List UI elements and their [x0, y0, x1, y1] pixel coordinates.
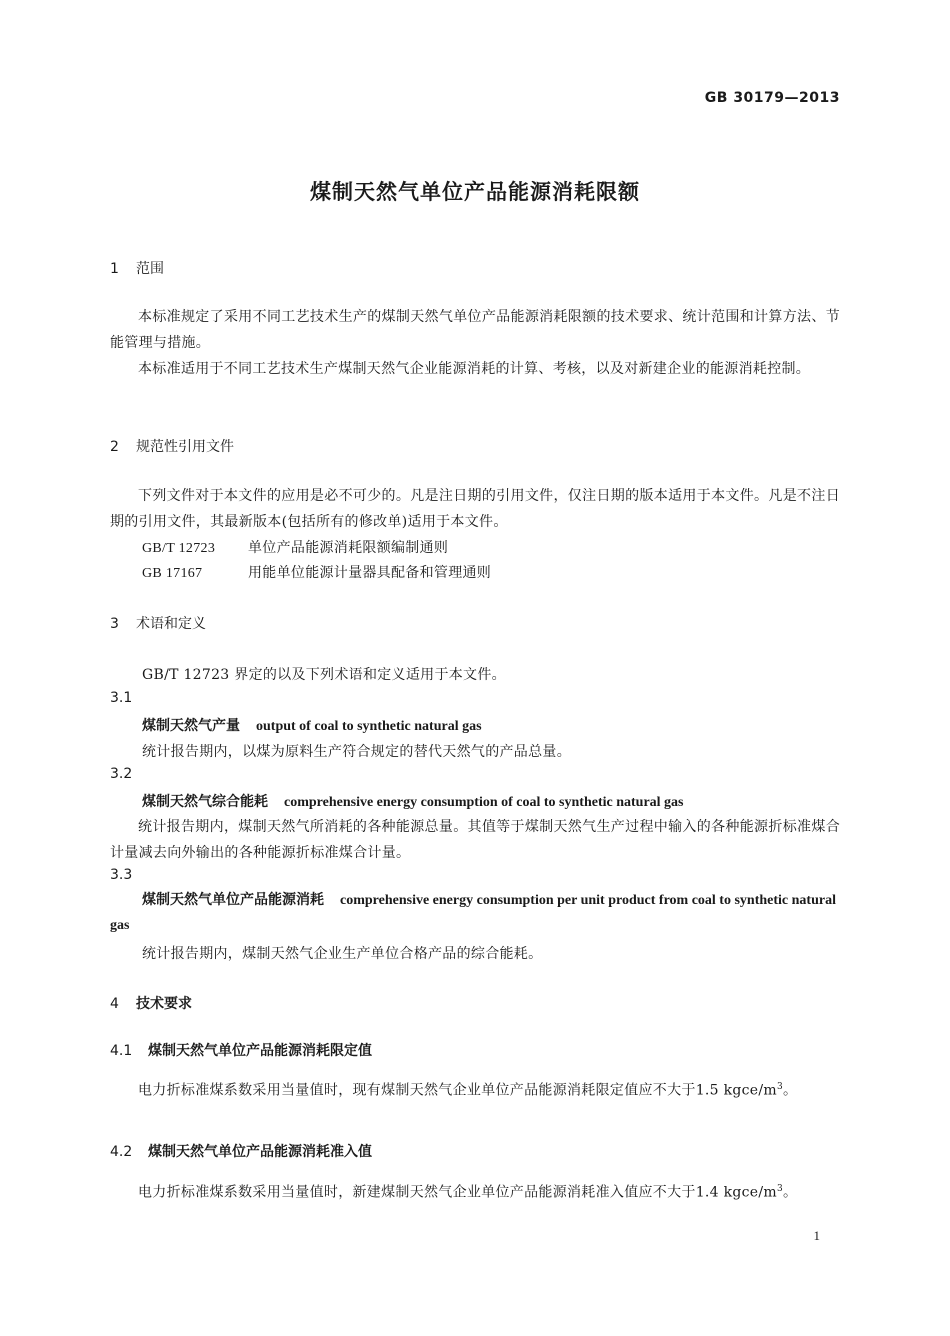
reference-title: 用能单位能源计量器具配备和管理通则: [248, 565, 492, 581]
term-number: 3.1: [110, 690, 133, 706]
term-definition: 统计报告期内，煤制天然气企业生产单位合格产品的综合能耗。: [142, 946, 543, 962]
term-entry: [142, 715, 482, 735]
subsection-title: 煤制天然气单位产品能源消耗准入值: [148, 1144, 372, 1160]
term-zh: 煤制天然气产量: [142, 718, 240, 734]
term-en: comprehensive energy consumption of coal to synthetic natural gas: [284, 795, 684, 810]
term-number: 3.2: [110, 766, 133, 782]
term-en: output of coal to synthetic natural gas: [256, 719, 482, 734]
sentence-end: 。: [783, 1184, 798, 1201]
section-number: 4: [110, 996, 119, 1012]
entry-text: 电力折标准煤系数采用当量值时，新建煤制天然气企业单位产品能源消耗准入值应不大于: [138, 1184, 696, 1201]
section-2-paragraph: 下列文件对于本文件的应用是必不可少的。凡是注日期的引用文件，仅注日期的版本适用于本文件。凡是不注日期的引用文件，其最新版本(包括所有的修改单)适用于本文件。: [110, 488, 840, 530]
subsection-4-1-text: [110, 1074, 840, 1104]
section-number: 2: [110, 439, 119, 455]
section-title: 规范性引用文件: [136, 439, 234, 455]
section-3-heading: [110, 613, 206, 633]
term-zh: 煤制天然气单位产品能源消耗: [142, 892, 324, 908]
term-entry: [142, 791, 684, 811]
term-zh: 煤制天然气综合能耗: [142, 794, 268, 810]
entry-value: 1.4 kgce/m: [695, 1184, 777, 1201]
subsection-title: 煤制天然气单位产品能源消耗限定值: [148, 1043, 372, 1059]
section-number: 1: [110, 261, 119, 277]
reference-code: GB 17167: [142, 566, 203, 581]
section-3-intro: GB/T 12723 界定的以及下列术语和定义适用于本文件。: [142, 667, 506, 683]
term-definition: 统计报告期内，煤制天然气所消耗的各种能源总量。其值等于煤制天然气生产过程中输入的各种能源折标准煤合计量减去向外输出的各种能源折标准煤合计量。: [110, 819, 840, 861]
unit-superscript: 3: [776, 1082, 784, 1092]
reference-code: GB/T 12723: [142, 541, 216, 556]
section-2-heading: [110, 436, 234, 456]
standard-number: GB 30179—2013: [704, 90, 840, 106]
section-title: 技术要求: [136, 996, 192, 1012]
page-number: 1: [813, 1228, 820, 1243]
term-en: comprehensive energy consumption per unit product from coal to synthetic natural gas: [110, 893, 836, 933]
subsection-4-1-heading: [110, 1040, 372, 1060]
section-1-heading: [110, 258, 164, 278]
term-entry: [110, 888, 840, 938]
document-title: 煤制天然气单位产品能源消耗限额: [310, 180, 640, 204]
section-title: 术语和定义: [136, 616, 206, 632]
section-1-paragraph-2: 本标准适用于不同工艺技术生产煤制天然气企业能源消耗的计算、考核，以及对新建企业的能源消耗控制。: [138, 361, 811, 377]
normative-reference: [142, 562, 491, 582]
section-number: 3: [110, 616, 119, 632]
unit-superscript: 3: [776, 1184, 784, 1194]
reference-title: 单位产品能源消耗限额编制通则: [248, 540, 449, 556]
term-number: 3.3: [110, 867, 133, 883]
limit-value: 1.5 kgce/m: [695, 1082, 777, 1099]
sentence-end: 。: [783, 1082, 798, 1099]
section-1-paragraph-1: 本标准规定了采用不同工艺技术生产的煤制天然气单位产品能源消耗限额的技术要求、统计范围和计算方法、节能管理与措施。: [110, 309, 840, 351]
limit-text: 电力折标准煤系数采用当量值时，现有煤制天然气企业单位产品能源消耗限定值应不大于: [138, 1082, 696, 1099]
section-title: 范围: [136, 261, 164, 277]
subsection-4-2-heading: [110, 1141, 372, 1161]
subsection-number: 4.2: [110, 1144, 133, 1160]
subsection-number: 4.1: [110, 1043, 133, 1059]
subsection-4-2-text: [110, 1176, 840, 1206]
section-4-heading: [110, 993, 192, 1013]
term-definition: 统计报告期内，以煤为原料生产符合规定的替代天然气的产品总量。: [142, 744, 571, 760]
normative-reference: [142, 537, 448, 557]
